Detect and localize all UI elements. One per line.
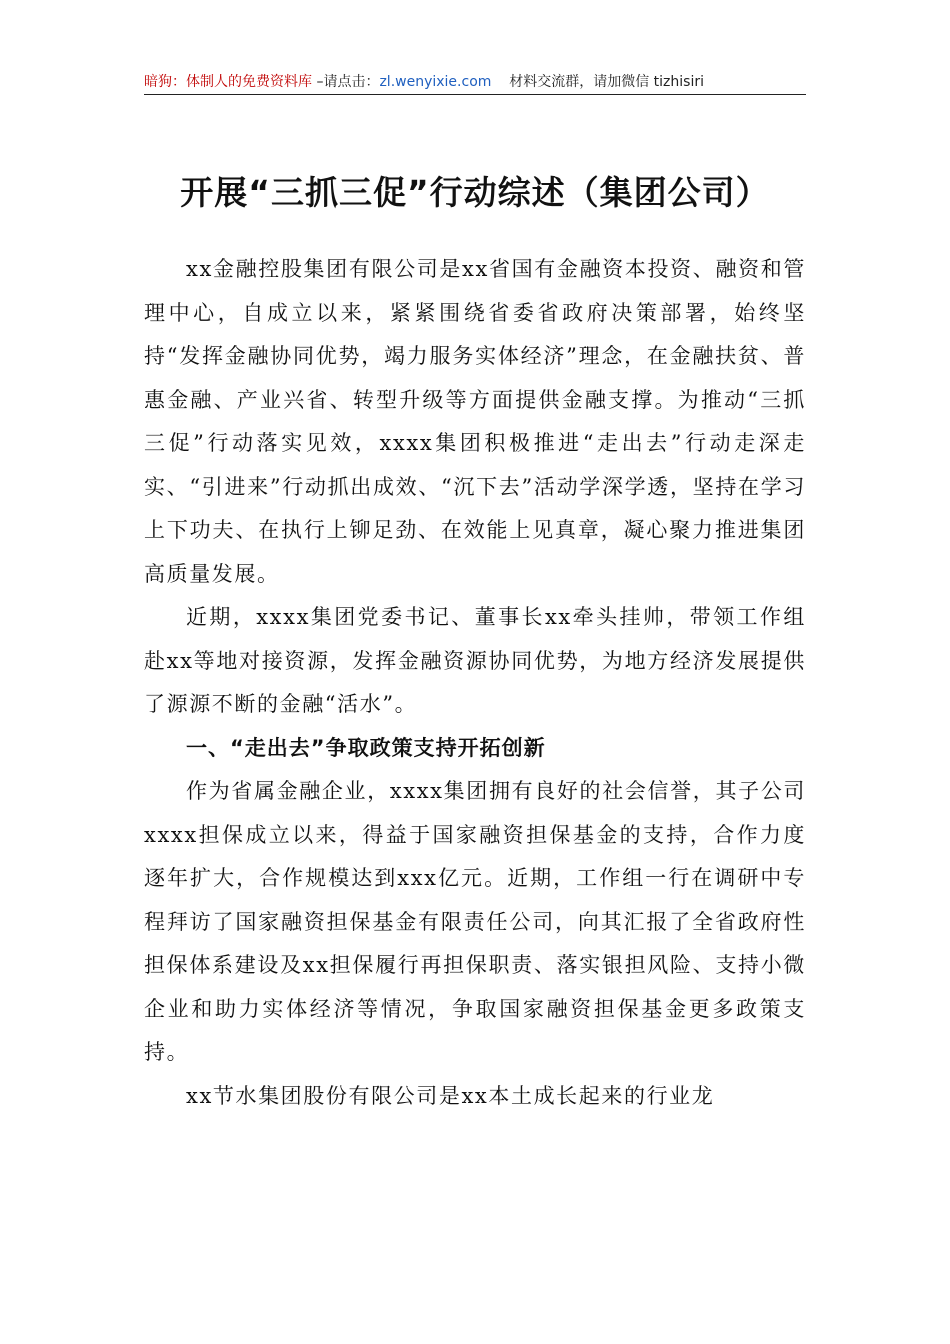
header-link-prefix: –请点击： [312,74,380,90]
paragraph-section-2: xx节水集团股份有限公司是xx本土成长起来的行业龙 [186,1083,715,1108]
paragraph-recent: 近期，xxxx集团党委书记、董事长xx牵头挂帅，带领工作组赴xx等地对接资源，发挥金融资源协同优势，为地方经济发展提供了源源不断的金融“活水”。 [144,605,806,716]
document-body [144,248,806,1118]
section-heading: 一、“走出去”争取政策支持开拓创新 [186,735,546,760]
page-header [144,72,806,94]
paragraph-section-1: 作为省属金融企业，xxxx集团拥有良好的社会信誉，其子公司xxxx担保成立以来，得益于国家融资担保基金的支持，合作力度逐年扩大，合作规模达到xxx亿元。近期，工作组一行在调研中专程拜访了国家融资担保基金有限责任公司，向其汇报了全省政府性担保体系建设及xx担保履行再担保职责、落实银担风险、支持小微企业和助力实体经济等情况，争取国家融资担保基金更多政策支持。 [144,779,806,1064]
header-spacer [491,74,509,90]
header-brand: 暗狗：体制人的免费资料库 [144,74,312,90]
header-divider [144,94,806,95]
header-link[interactable]: zl.wenyixie.com [379,74,492,90]
paragraph-intro: xx金融控股集团有限公司是xx省国有金融资本投资、融资和管理中心，自成立以来，紧紧围绕省委省政府决策部署，始终坚持“发挥金融协同优势，竭力服务实体经济”理念，在金融扶贫、普惠金融、产业兴省、转型升级等方面提供金融支撑。为推动“三抓三促”行动落实见效，xxxx集团积极推进“走出去”行动走深走实、“引进来”行动抓出成效、“沉下去”活动学深学透，坚持在学习上下功夫、在执行上铆足劲、在效能上见真章，凝心聚力推进集团高质量发展。 [144,257,806,586]
document-title: 开展“三抓三促”行动综述（集团公司） [180,173,770,212]
header-wechat-note: 材料交流群，请加微信 tizhisiri [509,74,704,90]
